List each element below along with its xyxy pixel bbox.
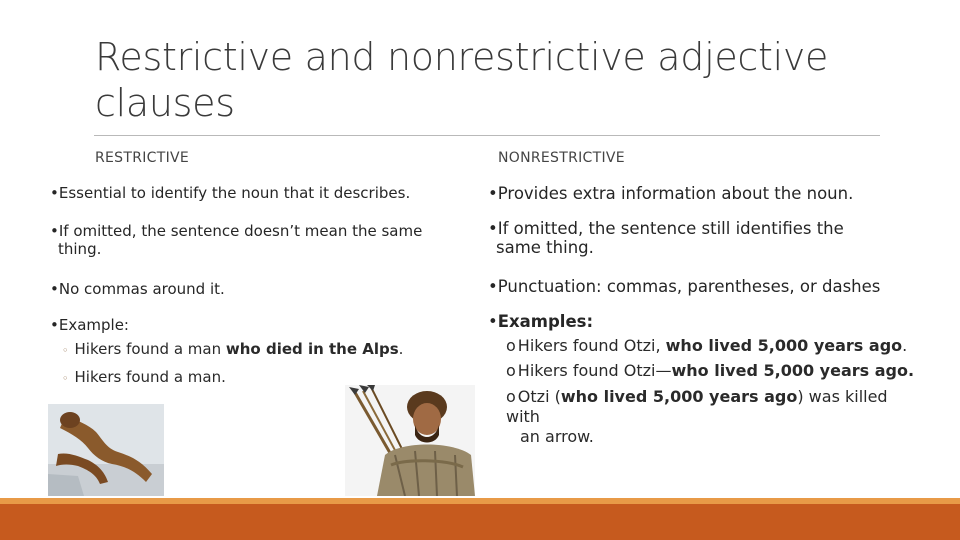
sub-text: Hikers found a man.: [74, 368, 226, 386]
bullet-text-cont: same thing.: [496, 238, 594, 257]
bullet-dot: •: [488, 277, 498, 296]
nonrestrictive-bullet-1: [488, 184, 908, 203]
bullet-dot: •: [50, 316, 59, 334]
bullet-dot: •: [50, 222, 59, 240]
bullet-dot: •: [50, 280, 59, 298]
bullet-text: If omitted, the sentence still identifies the: [497, 219, 844, 238]
bullet-text: Essential to identify the noun that it describes.: [58, 184, 411, 202]
sub-text: Otzi (: [517, 387, 561, 406]
bullet-text: Example:: [58, 316, 129, 334]
bullet-text: No commas around it.: [58, 280, 225, 298]
ice-man-reconstruction-photo: [345, 385, 475, 496]
sub-bullet-icon: ◦: [62, 372, 69, 385]
bullet-dot: •: [488, 312, 498, 331]
sub-text-bold: who died in the Alps: [225, 340, 399, 358]
bullet-text: If omitted, the sentence doesn’t mean the same: [58, 222, 423, 240]
restrictive-bullet-1: [50, 184, 460, 202]
bullet-text: Examples:: [497, 312, 594, 331]
sub-text-tail: ) was killed with: [506, 387, 888, 426]
bullet-text: Provides extra information about the noun.: [497, 184, 854, 203]
restrictive-heading: RESTRICTIVE: [95, 150, 190, 166]
sub-text-bold: who lived 5,000 years ago: [665, 336, 903, 355]
restrictive-bullet-3: [50, 280, 460, 298]
sub-text-cont: an arrow.: [520, 427, 594, 446]
restrictive-sub-item-1: [62, 340, 462, 360]
nonrestrictive-sub-item-1: [506, 336, 926, 356]
sub-text: Hikers found Otzi,: [517, 336, 666, 355]
mummy-illustration: [48, 404, 164, 496]
title-line-1: Restrictive and nonrestrictive adjective: [95, 35, 829, 79]
nonrestrictive-sub-item-2: [506, 361, 926, 381]
nonrestrictive-heading: NONRESTRICTIVE: [498, 150, 625, 166]
nonrestrictive-bullet-2: [488, 219, 908, 257]
sub-bullet-icon: ◦: [62, 344, 69, 357]
sub-text: Hikers found a man: [74, 340, 226, 358]
mummified-body-photo: [48, 404, 164, 496]
title-line-2: clauses: [95, 81, 235, 125]
bullet-text: Punctuation: commas, parentheses, or dashes: [497, 277, 881, 296]
nonrestrictive-sub-item-3: [506, 387, 926, 447]
sub-text-tail: .: [398, 340, 404, 358]
bullet-dot: •: [488, 184, 498, 203]
footer-bar: [0, 504, 960, 540]
sub-text: Hikers found Otzi—: [517, 361, 672, 380]
title-divider: [94, 135, 880, 136]
sub-bullet-icon: o: [506, 336, 516, 355]
sub-text-bold: who lived 5,000 years ago: [560, 387, 798, 406]
restrictive-bullet-2: [50, 222, 460, 258]
bullet-dot: •: [50, 184, 59, 202]
nonrestrictive-examples-label: [488, 312, 908, 331]
bullet-dot: •: [488, 219, 498, 238]
sub-bullet-icon: o: [506, 387, 516, 406]
nonrestrictive-bullet-3: [488, 277, 908, 296]
bullet-text-cont: thing.: [58, 240, 102, 258]
restrictive-example-label: [50, 316, 460, 334]
reconstruction-illustration: [345, 385, 475, 496]
sub-text-tail: .: [902, 336, 908, 355]
sub-text-bold: who lived 5,000 years ago.: [671, 361, 915, 380]
sub-bullet-icon: o: [506, 361, 516, 380]
slide-title: [95, 34, 895, 126]
